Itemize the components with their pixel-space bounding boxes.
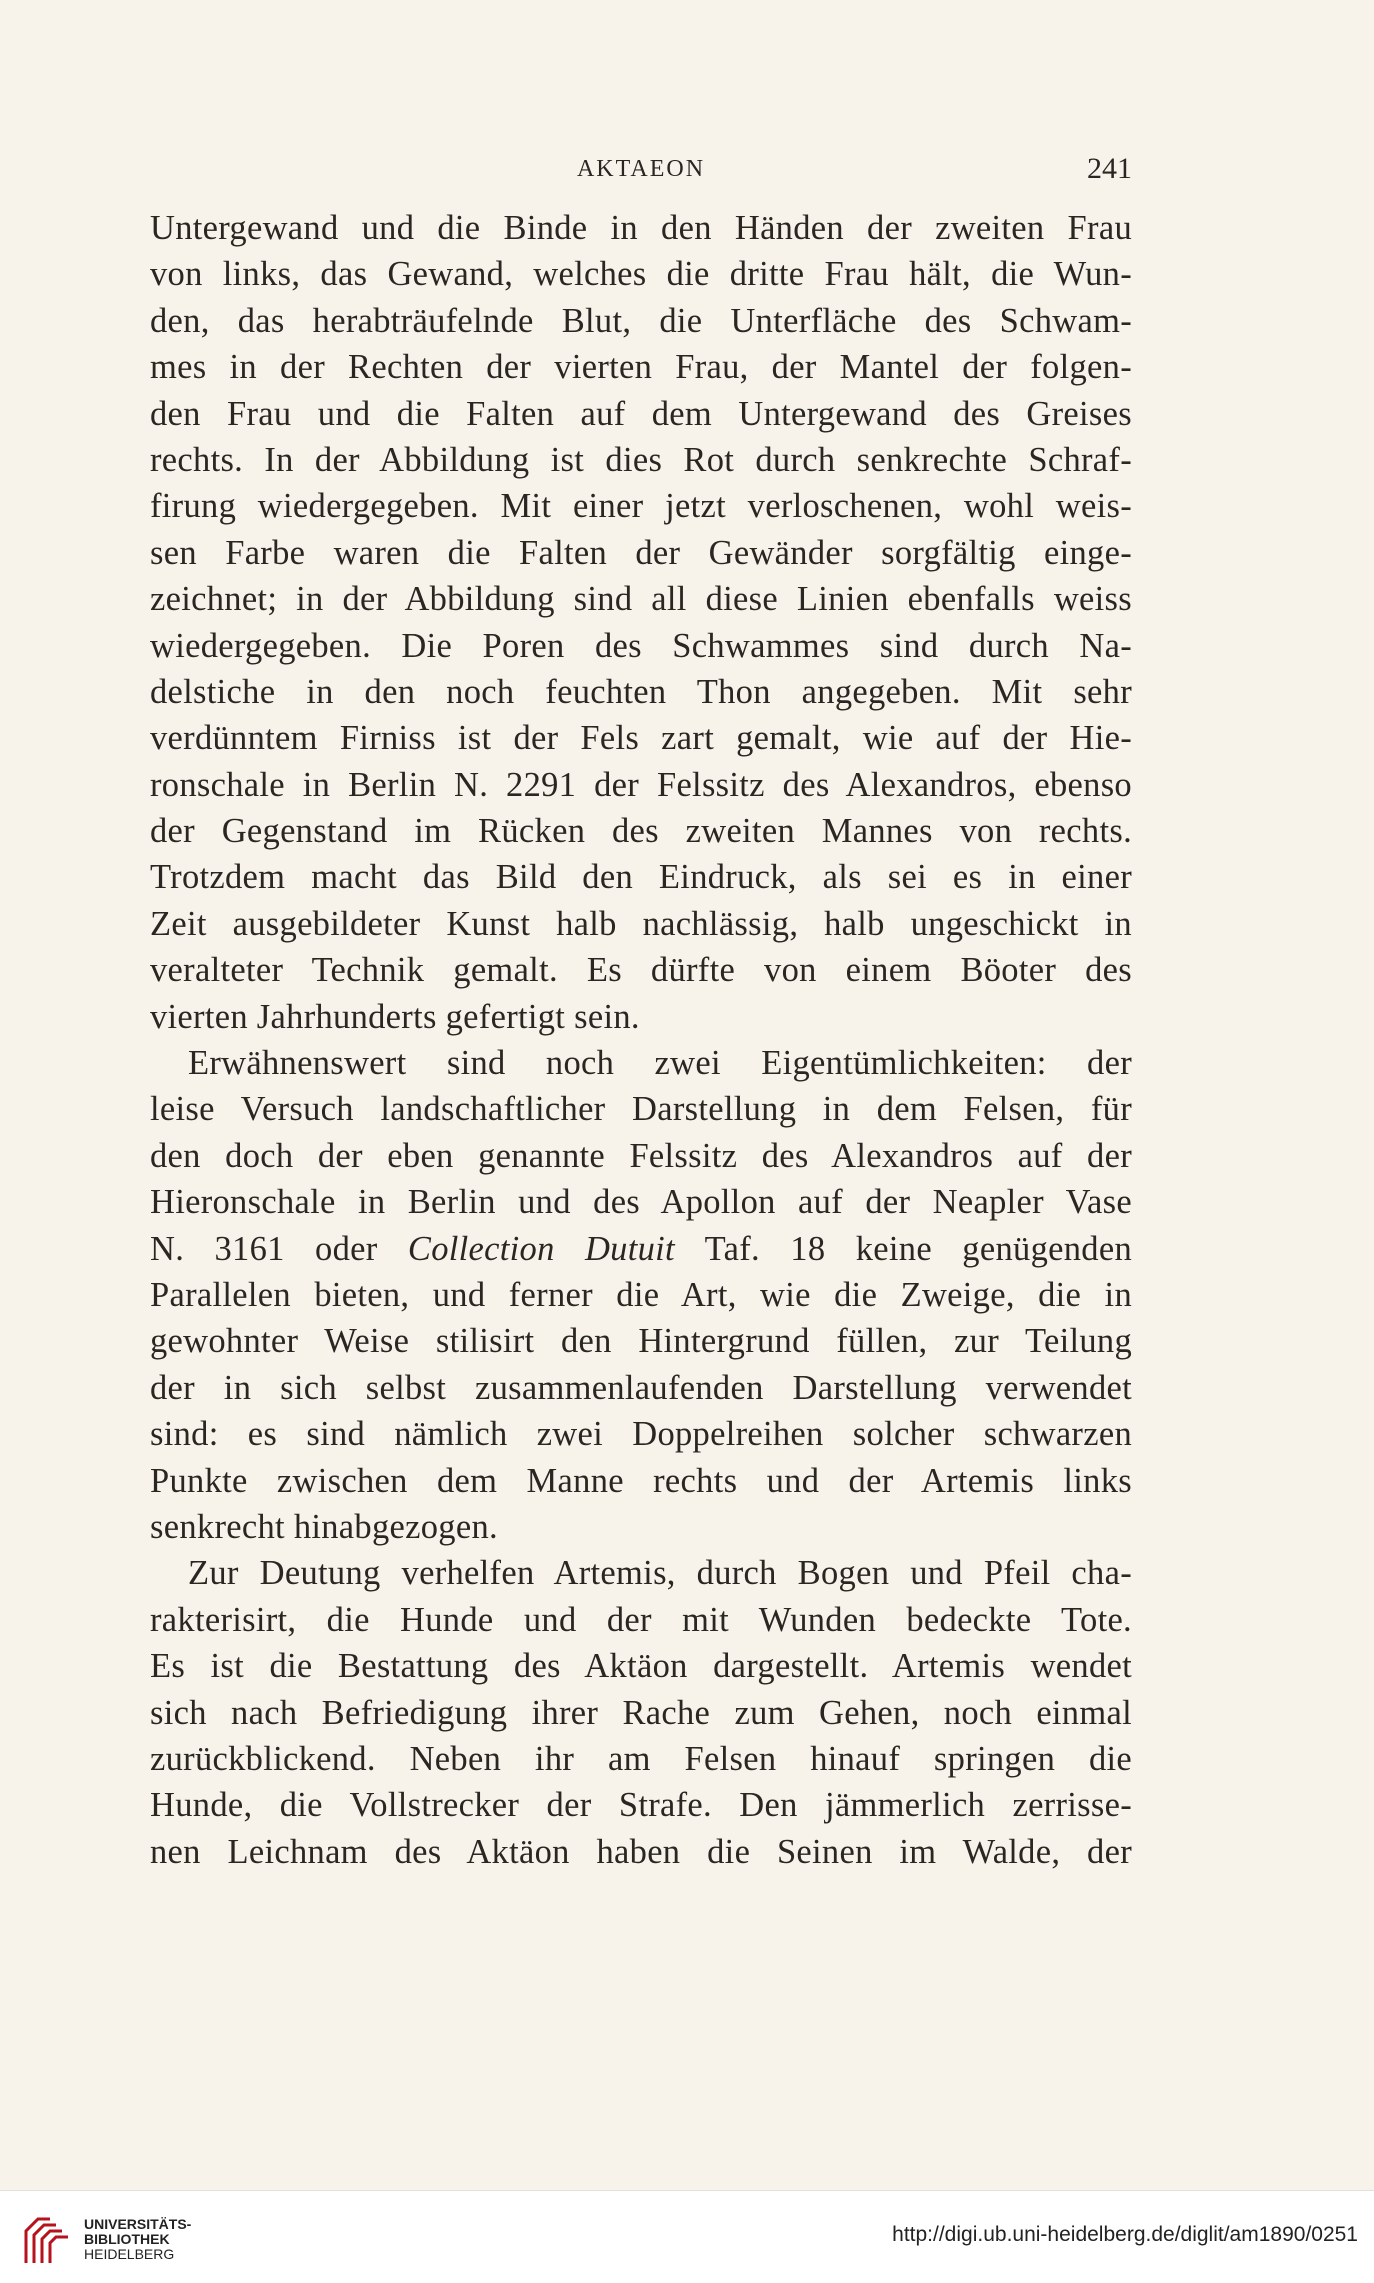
institution-line: UNIVERSITÄTS-: [84, 2216, 192, 2232]
library-footer: [0, 2190, 1374, 2283]
text-line: der in sich selbst zusammenlaufenden Darstellung verwendet: [150, 1368, 1132, 1407]
text-line: rakterisirt, die Hunde und der mit Wunden bedeckte Tote.: [150, 1600, 1132, 1639]
text-line: zeichnet; in der Abbildung sind all diese Linien ebenfalls weiss: [150, 580, 1132, 619]
text-line: veralteter Technik gemalt. Es dürfte von einem Böoter des: [150, 951, 1132, 990]
text-line: Es ist die Bestattung des Aktäon dargestellt. Artemis wendet: [150, 1647, 1132, 1686]
text-line: den, das herabträufelnde Blut, die Unterfläche des Schwam-: [150, 301, 1132, 340]
text-line: verdünntem Firniss ist der Fels zart gemalt, wie auf der Hie-: [150, 719, 1132, 758]
text-line: Erwähnenswert sind noch zwei Eigentümlichkeiten: der: [188, 1044, 1132, 1083]
text-line: delstiche in den noch feuchten Thon angegeben. Mit sehr: [150, 672, 1132, 711]
text-line-mixed: [150, 1226, 1132, 1272]
text-segment: Taf. 18 keine genügenden: [674, 1229, 1132, 1268]
text-line: Trotzdem macht das Bild den Eindruck, als sei es in einer: [150, 858, 1132, 897]
text-line: rechts. In der Abbildung ist dies Rot durch senkrechte Schraf-: [150, 440, 1132, 479]
text-line: ronschale in Berlin N. 2291 der Felssitz des Alexandros, ebenso: [150, 765, 1132, 804]
text-segment: N. 3161 oder: [150, 1229, 408, 1268]
text-line: Zur Deutung verhelfen Artemis, durch Bogen und Pfeil cha-: [188, 1554, 1132, 1593]
text-line: nen Leichnam des Aktäon haben die Seinen im Walde, der: [150, 1832, 1132, 1871]
text-line: senkrecht hinabgezogen.: [150, 1507, 498, 1546]
text-line: Punkte zwischen dem Manne rechts und der Artemis links: [150, 1461, 1132, 1500]
running-head: [150, 152, 1132, 188]
library-logo-icon: [16, 2213, 74, 2271]
text-line: wiedergegeben. Die Poren des Schwammes sind durch Na-: [150, 626, 1132, 665]
text-line: den Frau und die Falten auf dem Untergewand des Greises: [150, 394, 1132, 433]
text-line: den doch der eben genannte Felssitz des Alexandros auf der: [150, 1136, 1132, 1175]
text-line: zurückblickend. Neben ihr am Felsen hinauf springen die: [150, 1739, 1132, 1778]
body-text: [150, 205, 1132, 1875]
text-line: Untergewand und die Binde in den Händen der zweiten Frau: [150, 209, 1132, 247]
text-line: vierten Jahrhunderts gefertigt sein.: [150, 997, 640, 1036]
institution-line: HEIDELBERG: [84, 2246, 175, 2262]
text-line: sind: es sind nämlich zwei Doppelreihen solcher schwarzen: [150, 1415, 1132, 1454]
text-line: sen Farbe waren die Falten der Gewänder sorgfältig einge-: [150, 533, 1132, 572]
text-line: mes in der Rechten der vierten Frau, der Mantel der folgen-: [150, 348, 1132, 387]
text-line: sich nach Befriedigung ihrer Rache zum Gehen, noch einmal: [150, 1693, 1132, 1732]
text-line: gewohnter Weise stilisirt den Hintergrund füllen, zur Teilung: [150, 1322, 1132, 1361]
page-number: 241: [1087, 152, 1132, 185]
text-line: Zeit ausgebildeter Kunst halb nachlässig, halb ungeschickt in: [150, 904, 1132, 943]
institution-name: [84, 2217, 191, 2262]
text-line: der Gegenstand im Rücken des zweiten Mannes von rechts.: [150, 812, 1132, 851]
running-title: AKTAEON: [576, 156, 706, 182]
text-line: leise Versuch landschaftlicher Darstellung in dem Felsen, für: [150, 1090, 1132, 1129]
source-url-link[interactable]: http://digi.ub.uni-heidelberg.de/diglit/am1890/0251: [892, 2223, 1358, 2246]
text-line: firung wiedergegeben. Mit einer jetzt verloschenen, wohl weis-: [150, 487, 1132, 526]
italic-title: Collection Dutuit: [407, 1229, 675, 1268]
text-line: Hunde, die Vollstrecker der Strafe. Den jämmerlich zerrisse-: [150, 1786, 1132, 1825]
text-line: Hieronschale in Berlin und des Apollon auf der Neapler Vase: [150, 1183, 1132, 1222]
text-line: von links, das Gewand, welches die dritte Frau hält, die Wun-: [150, 255, 1132, 294]
institution-line: BIBLIOTHEK: [84, 2231, 170, 2247]
text-line: Parallelen bieten, und ferner die Art, wie die Zweige, die in: [150, 1275, 1132, 1314]
